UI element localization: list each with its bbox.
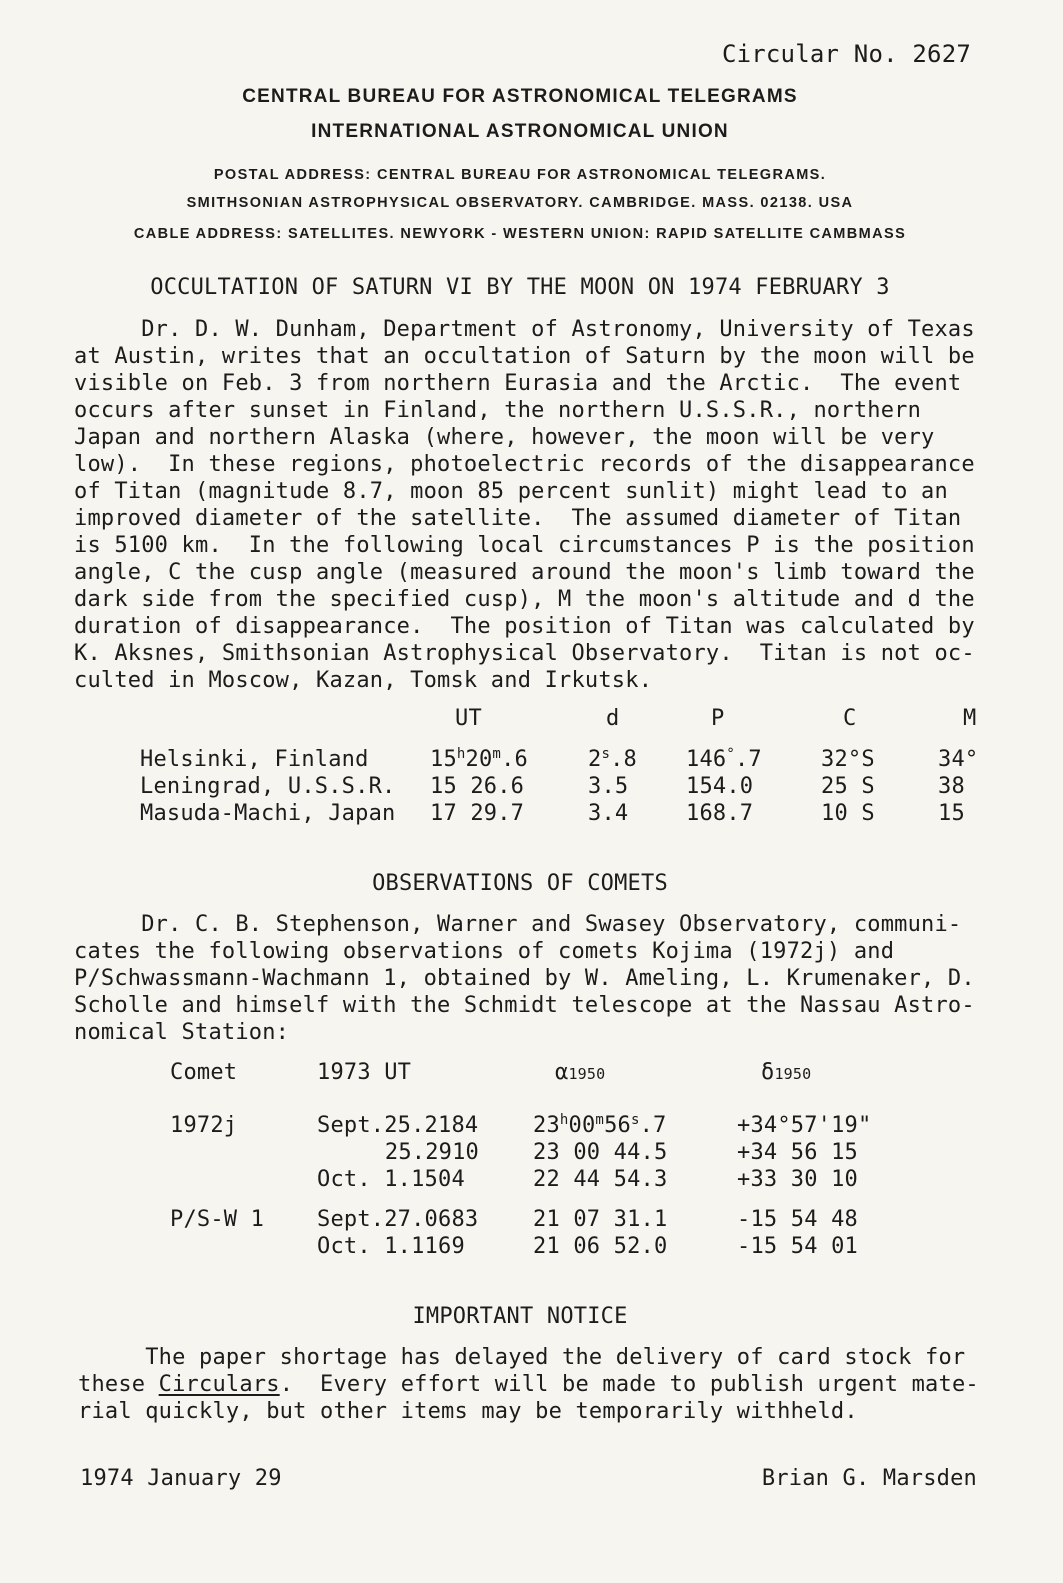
place: Masuda-Machi, Japan [140,801,396,826]
m-value: 34° [938,747,979,772]
dec-value: +33 30 10 [737,1167,859,1192]
occultation-paragraph [74,316,984,694]
dec-value: -15 54 01 [737,1234,859,1259]
paragraph-line: occurs after sunset in Finland, the northern U.S.S.R., northern [74,398,922,423]
table-row [170,1140,871,1167]
footer-date: 1974 January 29 [80,1466,282,1491]
postal-address-line2: SMITHSONIAN ASTROPHYSICAL OBSERVATORY. CAMBRIDGE. MASS. 02138. USA [186,195,854,211]
dec-value: +34 56 15 [737,1140,859,1165]
paragraph-line: angle, C the cusp angle (measured around the moon's limb toward the [74,560,975,585]
comet-name: P/S-W 1 [170,1207,265,1232]
occultation-title: OCCULTATION OF SATURN VI BY THE MOON ON 1974 FEBRUARY 3 [150,275,890,300]
paragraph-line: K. Aksnes, Smithsonian Astrophysical Observatory. Titan is not oc- [74,641,975,666]
ut-value: 15 26.6 [430,774,525,799]
place: Leningrad, U.S.S.R. [140,774,396,799]
bureau-name: CENTRAL BUREAU FOR ASTRONOMICAL TELEGRAMS [242,86,798,107]
dec-value: +34°57'19" [737,1113,872,1138]
comet-name: 1972j [170,1113,238,1138]
col-ut: 1973 UT [317,1060,412,1085]
ut-value: 17 29.7 [430,801,525,826]
table-row [140,801,978,828]
ra-value: 21 06 52.0 [533,1234,668,1259]
paragraph-line: culted in Moscow, Kazan, Tomsk and Irkutsk. [74,668,653,693]
ra-value: 23 00 44.5 [533,1140,668,1165]
ra-value: 22 44 54.3 [533,1167,668,1192]
col-m: M [963,706,977,731]
paragraph-line: visible on Feb. 3 from northern Eurasia and the Arctic. The event [74,371,962,396]
comets-title: OBSERVATIONS OF COMETS [372,871,668,896]
d-value: 3.4 [588,801,629,826]
table-header-row [170,1060,871,1087]
p-value: 154.0 [686,774,754,799]
circular-number: Circular No. 2627 [721,40,971,68]
c-value: 25 S [821,774,875,799]
comet-name [170,1234,317,1261]
p-value: 146°.7 [686,746,762,772]
table-row [170,1234,871,1261]
comet-name [170,1167,317,1194]
col-comet: Comet [170,1060,238,1085]
col-ut: UT [455,706,482,731]
comets-paragraph [74,911,984,1046]
table-row [140,747,978,774]
place: Helsinki, Finland [140,747,369,772]
paragraph-line: Dr. C. B. Stephenson, Warner and Swasey Observatory, communi- [74,912,962,937]
dec-value: -15 54 48 [737,1207,859,1232]
postal-address: POSTAL ADDRESS: CENTRAL BUREAU FOR ASTRONOMICAL TELEGRAMS. [213,167,827,183]
ra-value: 21 07 31.1 [533,1207,668,1232]
notice-line: rial quickly, but other items may be temporarily withheld. [78,1399,858,1424]
paragraph-line: low). In these regions, photoelectric records of the disappearance [74,452,975,477]
notice-title: IMPORTANT NOTICE [412,1304,628,1329]
paragraph-line: nomical Station: [74,1020,290,1045]
p-value: 168.7 [686,801,754,826]
table-header-row [140,706,978,733]
date: 25.2910 [384,1140,479,1165]
footer-signature: Brian G. Marsden [761,1466,977,1491]
table-row [140,774,978,801]
date: Oct. 1.1169 [317,1234,465,1259]
m-value: 38 [938,774,965,799]
col-delta: δ1950 [761,1060,812,1085]
paragraph-line: Japan and northern Alaska (where, however, the moon will be very [74,425,935,450]
paragraph-line: at Austin, writes that an occultation of Saturn by the moon will be [74,344,975,369]
occultation-table [140,706,978,828]
ra-value: 23$^h$00$^m$56$^s$.7 [533,1112,667,1138]
paragraph-line: of Titan (magnitude 8.7, moon 85 percent sunlit) might lead to an [74,479,948,504]
table-row [170,1167,871,1194]
d-value: 2$^s$.8 [588,746,637,772]
m-value: 15 [938,801,965,826]
d-value: 3.5 [588,774,629,799]
col-d: d [606,706,620,731]
cable-address: CABLE ADDRESS: SATELLITES. NEWYORK - WESTERN UNION: RAPID SATELLITE CAMBMASS [133,226,907,242]
paragraph-line: is 5100 km. In the following local circumstances P is the position [74,533,975,558]
notice-line: The paper shortage has delayed the delivery of card stock for [78,1345,966,1370]
c-value: 32°S [821,747,875,772]
table-row [170,1113,871,1140]
date: Sept.25.2184 [317,1113,479,1138]
union-name: INTERNATIONAL ASTRONOMICAL UNION [311,121,729,142]
date: Sept.27.0683 [317,1207,479,1232]
notice-line: these Circulars. Every effort will be made to publish urgent mate- [78,1372,979,1397]
col-alpha: α1950 [555,1060,606,1085]
paragraph-line: duration of disappearance. The position of Titan was calculated by [74,614,975,639]
comet-name [170,1140,317,1167]
notice-paragraph [78,1344,988,1425]
paragraph-line: P/Schwassmann-Wachmann 1, obtained by W. Ameling, L. Krumenaker, D. [74,966,975,991]
paragraph-line: improved diameter of the satellite. The assumed diameter of Titan [74,506,962,531]
col-p: P [711,706,725,731]
c-value: 10 S [821,801,875,826]
paragraph-line: Dr. D. W. Dunham, Department of Astronomy, University of Texas [74,317,975,342]
paragraph-line: Scholle and himself with the Schmidt telescope at the Nassau Astro- [74,993,975,1018]
comets-table [170,1060,871,1261]
table-row [170,1207,871,1234]
circulars-underlined: Circulars [158,1372,280,1397]
paragraph-line: dark side from the specified cusp), M the moon's altitude and d the [74,587,975,612]
date: Oct. 1.1504 [317,1167,465,1192]
col-c: C [843,706,857,731]
ut-value: 15$^h$20$^m$.6 [430,746,528,772]
paragraph-line: cates the following observations of comets Kojima (1972j) and [74,939,895,964]
